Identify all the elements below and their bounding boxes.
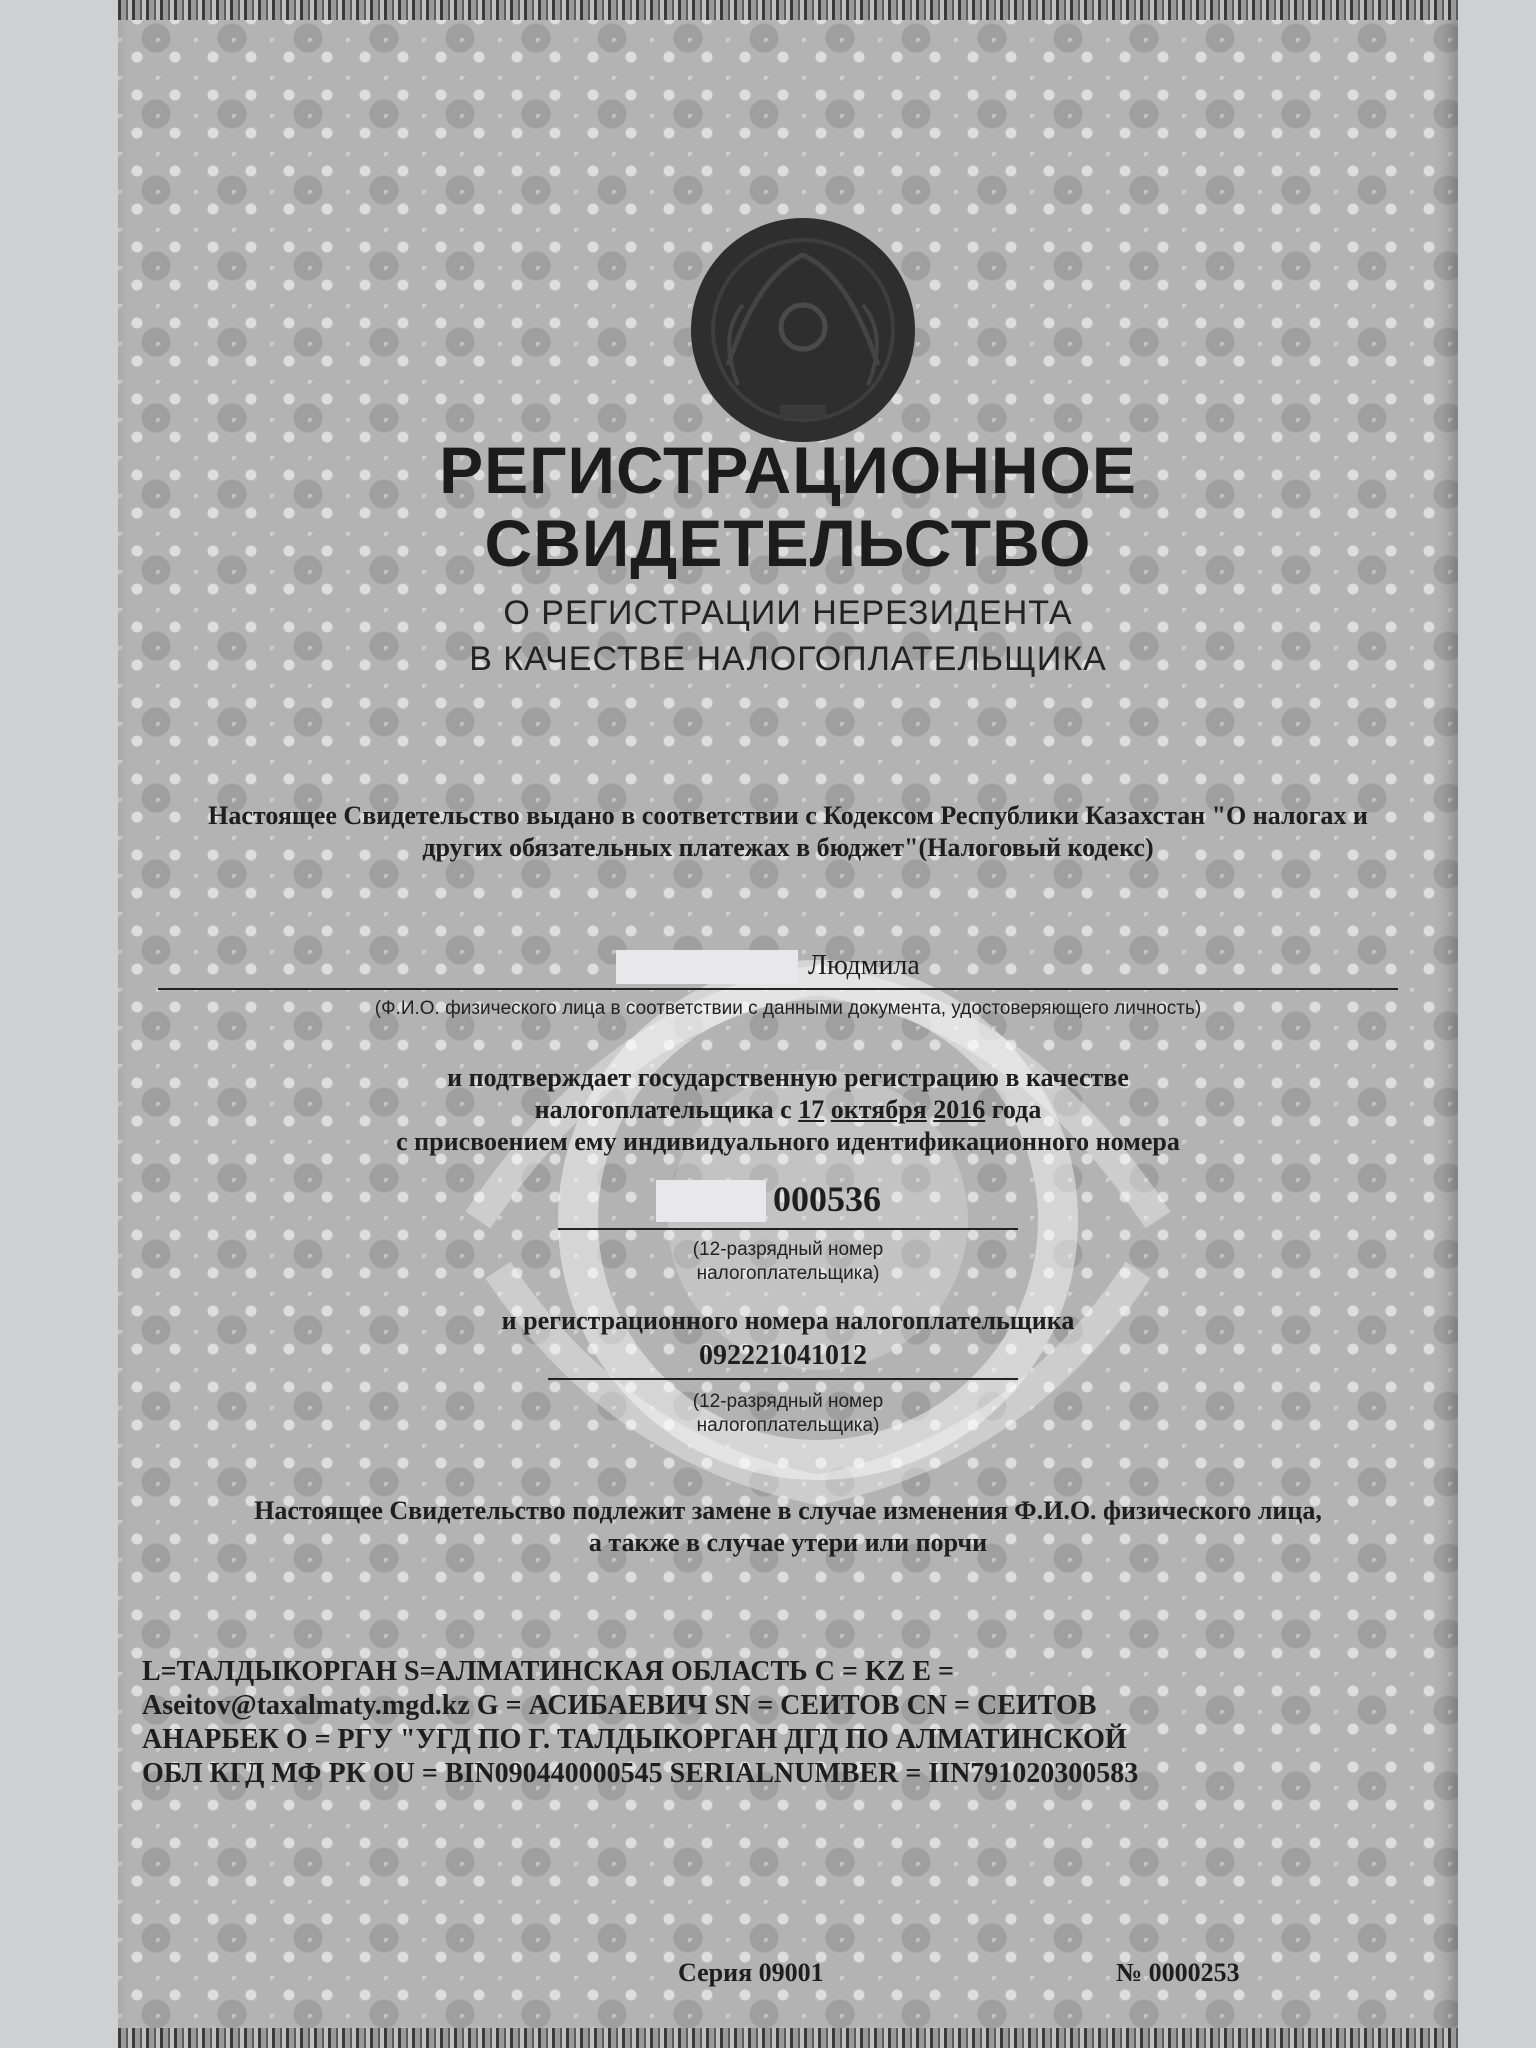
title-line-2: СВИДЕТЕЛЬСТВО — [484, 506, 1092, 580]
signature-line-4: ОБЛ КГД МФ РК OU = BIN090440000545 SERIALNUMBER = IIN791020300583 — [142, 1758, 1139, 1789]
iin-underline — [558, 1228, 1018, 1230]
replacement-line-1: Настоящее Свидетельство подлежит замене в случае изменения Ф.И.О. физического лица, — [254, 1496, 1322, 1525]
redacted-iin-prefix — [656, 1180, 766, 1222]
rnn-caption-line-1: (12-разрядный номер — [692, 1391, 884, 1412]
rnn-caption-line-2: налогоплательщика) — [696, 1415, 880, 1436]
confirm-suffix: года — [991, 1095, 1042, 1124]
document-number: № 0000253 — [1116, 1958, 1240, 1987]
name-underline — [158, 988, 1398, 990]
signature-line-3: АНАРБЕК O = РГУ "УГД ПО Г. ТАЛДЫКОРГАН ДГД ПО АЛМАТИНСКОЙ — [142, 1724, 1127, 1755]
title-line-1: РЕГИСТРАЦИОННОЕ — [439, 433, 1137, 507]
signature-line-1: L=ТАЛДЫКОРГАН S=АЛМАТИНСКАЯ ОБЛАСТЬ C = KZ E = — [142, 1656, 954, 1687]
fio-caption: (Ф.И.О. физического лица в соответствии с данными документа, удостоверяющего личность) — [374, 998, 1202, 1019]
state-emblem-seal — [688, 215, 918, 445]
rnn-caption — [638, 1390, 938, 1438]
registration-month: октября — [830, 1095, 927, 1124]
ornament-border-top — [118, 0, 1458, 20]
confirm-line-3: с присвоением ему индивидуального идентификационного номера — [396, 1127, 1180, 1156]
digital-signature-block — [142, 1655, 1442, 1791]
signature-line-2: Aseitov@taxalmaty.mgd.kz G = АСИБАЕВИЧ SN = СЕИТОВ CN = СЕИТОВ — [142, 1690, 1097, 1721]
holder-name: Людмила — [808, 950, 920, 981]
registration-year: 2016 — [933, 1095, 986, 1124]
iin-caption-line-1: (12-разрядный номер — [692, 1239, 884, 1260]
iin-caption-line-2: налогоплательщика) — [696, 1263, 880, 1284]
rnn-underline — [548, 1378, 1018, 1380]
registration-day: 17 — [798, 1095, 825, 1124]
redacted-surname — [616, 950, 798, 984]
confirm-prefix: налогоплательщика с — [534, 1095, 792, 1124]
ornament-border-bottom — [118, 2028, 1458, 2048]
confirmation-paragraph — [198, 1062, 1378, 1158]
confirm-line-2 — [198, 1094, 1378, 1126]
series-label: Серия 09001 — [678, 1958, 824, 1987]
intro-paragraph: Настоящее Свидетельство выдано в соответствии с Кодексом Республики Казахстан "О налогах и других обязательных платежах в бюджет"(Налоговый кодекс) — [208, 801, 1368, 862]
certificate-page — [118, 0, 1458, 2048]
rnn-label: и регистрационного номера налогоплательщика — [501, 1306, 1075, 1335]
subtitle-line-2: В КАЧЕСТВЕ НАЛОГОПЛАТЕЛЬЩИКА — [469, 640, 1107, 678]
replacement-notice — [138, 1495, 1438, 1559]
rnn-number: 092221041012 — [699, 1340, 867, 1371]
subtitle-line-1: О РЕГИСТРАЦИИ НЕРЕЗИДЕНТА — [503, 594, 1073, 632]
confirm-line-1: и подтверждает государственную регистрацию в качестве — [447, 1063, 1129, 1092]
iin-caption — [638, 1238, 938, 1286]
iin-number: 000536 — [773, 1179, 881, 1219]
replacement-line-2: а также в случае утери или порчи — [588, 1528, 988, 1557]
